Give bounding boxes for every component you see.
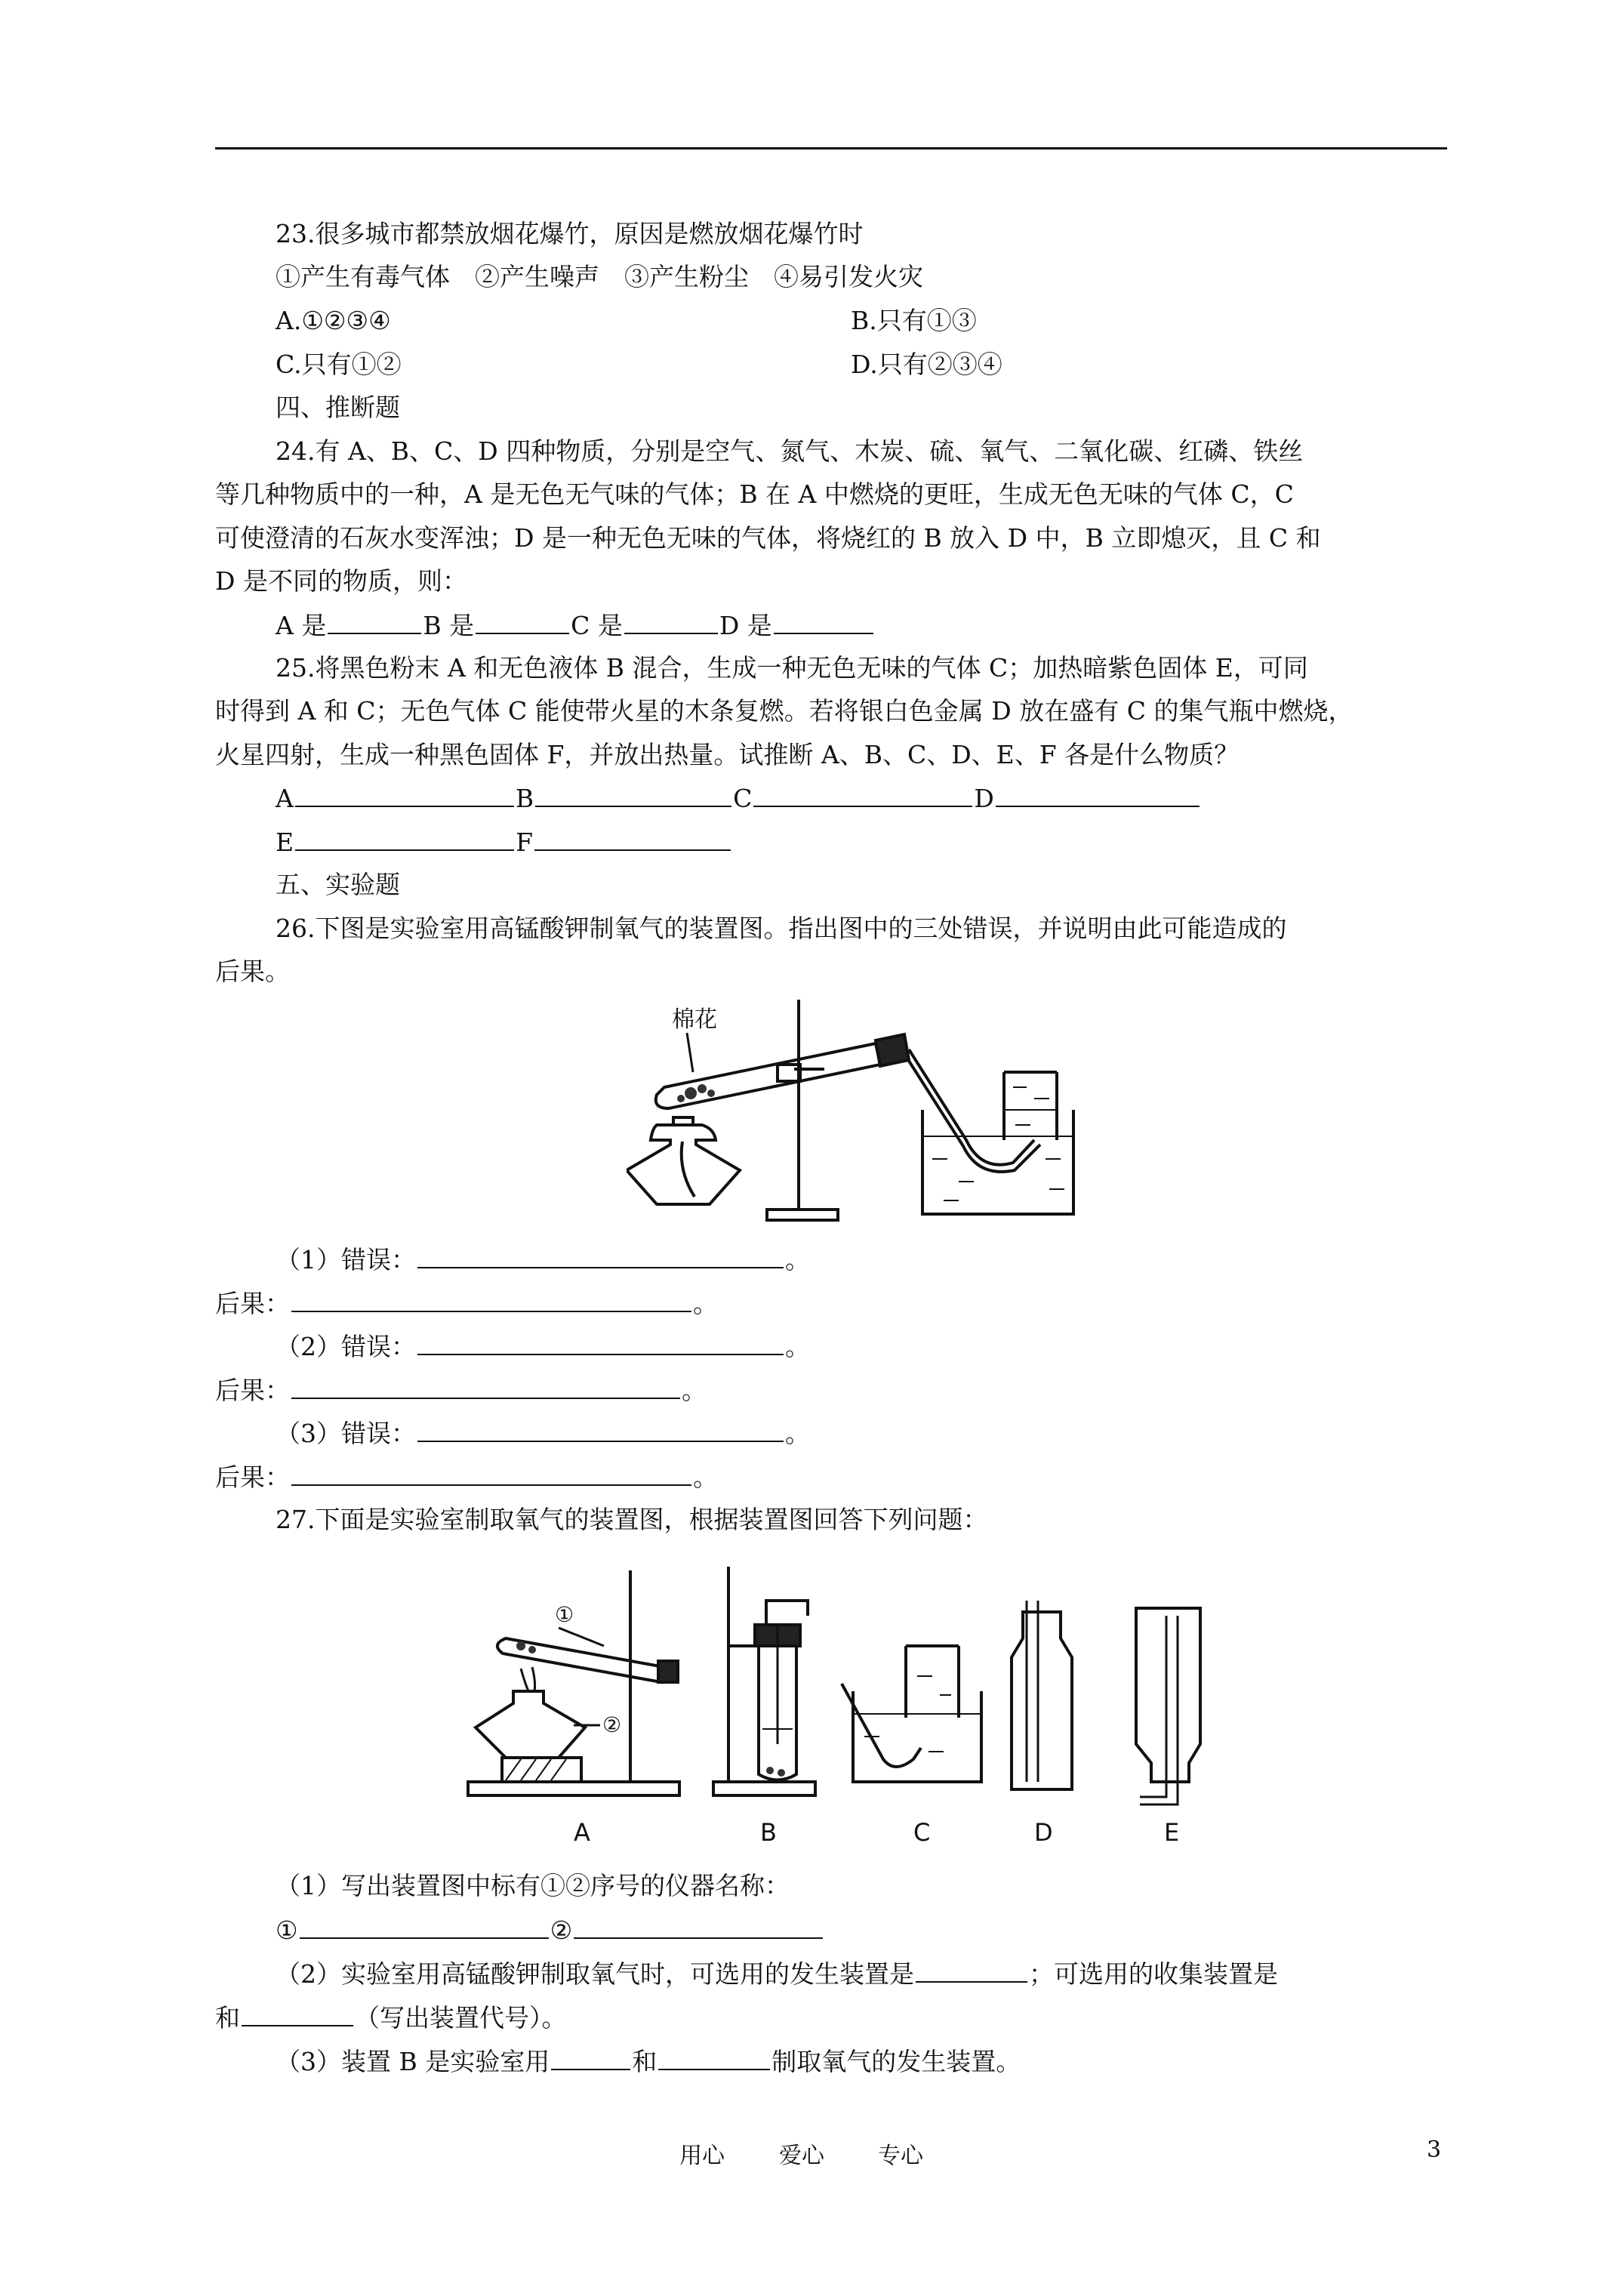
q27-sub-2-text-c: 和: [215, 2003, 240, 2032]
q24-a-label: A 是: [276, 611, 327, 640]
q27-answer-2-label: ②: [550, 1915, 573, 1945]
q25-a-blank[interactable]: [295, 783, 514, 807]
q27-sub-3: [276, 2046, 1021, 2077]
q27-sub-2-text-a: （2）实验室用高锰酸钾制取氧气时，可选用的发生装置是: [276, 1959, 914, 1989]
q27-stem: 27.下面是实验室制取氧气的装置图，根据装置图回答下列问题：: [276, 1505, 988, 1534]
q26-error-1-label: （1）错误：: [276, 1245, 416, 1274]
q25-c-blank[interactable]: [753, 783, 972, 807]
apparatus-label-b: B: [760, 1818, 777, 1847]
q25-c-label: C: [733, 784, 753, 813]
q27-answer-1-label: ①: [276, 1915, 298, 1945]
q27-sub-3-text-b: 和: [632, 2047, 658, 2076]
q26-line-2: 后果。: [215, 957, 290, 986]
q26-line-1: 26.下图是实验室用高锰酸钾制氧气的装置图。指出图中的三处错误，并说明由此可能造成的: [276, 914, 1287, 943]
header-rule: [215, 147, 1447, 149]
label-circled-2: ②: [602, 1712, 622, 1737]
q25-answers-row-2: [276, 827, 732, 858]
q25-d-label: D: [974, 784, 994, 813]
q26-result-3-end: 。: [693, 1462, 718, 1492]
label-circled-1: ①: [555, 1602, 574, 1627]
q27-apparatus-figure: [460, 1555, 1253, 1850]
section-heading-5: 五、实验题: [276, 870, 400, 899]
q26-error-3-label: （3）错误：: [276, 1419, 416, 1448]
q26-error-1: [276, 1244, 810, 1275]
footer-motto-3: 专心: [878, 2143, 923, 2169]
apparatus-label-e: E: [1164, 1818, 1180, 1847]
q26-result-1-end: 。: [693, 1289, 718, 1318]
q23-option-d: D.只有②③④: [851, 350, 1002, 379]
q26-error-3: [276, 1418, 810, 1449]
cotton-label: 棉花: [672, 1006, 717, 1033]
q26-error-1-end: 。: [785, 1245, 810, 1274]
q26-result-3: [215, 1462, 718, 1493]
q27-answer-2-blank[interactable]: [574, 1915, 823, 1939]
q26-result-1-label: 后果：: [215, 1289, 290, 1318]
q24-line-4: D 是不同的物质，则：: [215, 566, 467, 596]
q24-d-label: D 是: [719, 611, 772, 640]
q23-option-b: B.只有①③: [851, 306, 977, 335]
q24-a-blank[interactable]: [328, 610, 421, 634]
q25-b-label: B: [515, 784, 534, 813]
q26-error-3-end: 。: [785, 1419, 810, 1448]
q25-answers-row-1: [276, 783, 1201, 814]
q26-result-2: [215, 1375, 707, 1406]
q26-result-3-label: 后果：: [215, 1462, 290, 1492]
q27-sub-2-line-1: [276, 1959, 1278, 1989]
q24-line-1: 24.有 A、B、C、D 四种物质，分别是空气、氮气、木炭、硫、氧气、二氧化碳、红磷、铁丝: [276, 436, 1304, 466]
q27-sub-2-text-d: （写出装置代号）。: [355, 2003, 567, 2032]
q24-line-3: 可使澄清的石灰水变浑浊；D 是一种无色无味的气体，将烧红的 B 放入 D 中，B 立即熄灭，且 C 和: [215, 523, 1321, 553]
q26-error-2: [276, 1331, 810, 1362]
q24-c-blank[interactable]: [624, 610, 718, 634]
q27-reagent-2-blank[interactable]: [658, 2046, 770, 2070]
q27-answer-1-blank[interactable]: [300, 1915, 549, 1939]
q26-apparatus-figure: [627, 997, 1102, 1223]
q25-line-3: 火星四射，生成一种黑色固体 F，并放出热量。试推断 A、B、C、D、E、F 各是什么物质？: [215, 740, 1240, 769]
q24-b-blank[interactable]: [476, 610, 569, 634]
q25-e-label: E: [276, 827, 294, 857]
q24-b-label: B 是: [423, 611, 475, 640]
q27-generator-blank[interactable]: [916, 1959, 1027, 1983]
q26-error-2-label: （2）错误：: [276, 1332, 416, 1361]
q27-sub-2-text-b: ；可选用的收集装置是: [1029, 1959, 1278, 1989]
q24-d-blank[interactable]: [774, 610, 873, 634]
q26-result-1: [215, 1288, 718, 1319]
apparatus-label-d: D: [1034, 1818, 1053, 1847]
q23-stem: 23.很多城市都禁放烟花爆竹，原因是燃放烟花爆竹时: [276, 219, 864, 248]
q27-sub-1-answers: [276, 1915, 824, 1946]
q25-line-2: 时得到 A 和 C；无色气体 C 能使带火星的木条复燃。若将银白色金属 D 放在盛有 C 的集气瓶中燃烧，: [215, 696, 1354, 726]
q27-sub-3-text-a: （3）装置 B 是实验室用: [276, 2047, 550, 2076]
q25-e-blank[interactable]: [295, 827, 514, 851]
q23-option-a: A.①②③④: [276, 306, 391, 335]
q26-result-2-label: 后果：: [215, 1376, 290, 1405]
q27-collector-blank[interactable]: [242, 2002, 353, 2026]
q23-items: ①产生有毒气体 ②产生噪声 ③产生粉尘 ④易引发火灾: [276, 262, 923, 291]
q27-sub-3-text-c: 制取氧气的发生装置。: [771, 2047, 1021, 2076]
q26-result-3-blank[interactable]: [291, 1462, 691, 1486]
q27-sub-1: （1）写出装置图中标有①②序号的仪器名称：: [276, 1871, 790, 1900]
q26-result-1-blank[interactable]: [291, 1288, 691, 1312]
q27-sub-2-line-2: [215, 2002, 567, 2033]
q24-line-2: 等几种物质中的一种，A 是无色无气味的气体；B 在 A 中燃烧的更旺，生成无色无味的气体 C，C: [215, 479, 1294, 509]
q25-b-blank[interactable]: [535, 783, 731, 807]
q23-option-c: C.只有①②: [276, 350, 402, 379]
q26-result-2-blank[interactable]: [291, 1375, 680, 1399]
q26-error-2-blank[interactable]: [417, 1331, 784, 1355]
q24-c-label: C 是: [571, 611, 623, 640]
q26-error-2-end: 。: [785, 1332, 810, 1361]
footer-motto-2: 爱心: [779, 2143, 824, 2169]
apparatus-label-c: C: [913, 1818, 931, 1847]
section-heading-4: 四、推断题: [276, 393, 400, 422]
q26-result-2-end: 。: [682, 1376, 707, 1405]
page-number: 3: [1427, 2137, 1442, 2163]
apparatus-label-a: A: [574, 1818, 590, 1847]
q25-f-blank[interactable]: [534, 827, 731, 851]
footer-motto-1: 用心: [679, 2143, 725, 2169]
q27-reagent-1-blank[interactable]: [551, 2046, 630, 2070]
q25-line-1: 25.将黑色粉末 A 和无色液体 B 混合，生成一种无色无味的气体 C；加热暗紫色固体 E，可同: [276, 653, 1308, 683]
q25-f-label: F: [516, 827, 533, 857]
q26-error-1-blank[interactable]: [417, 1244, 784, 1268]
q24-answers: [276, 610, 875, 641]
q26-error-3-blank[interactable]: [417, 1418, 784, 1442]
q25-a-label: A: [276, 784, 294, 813]
q25-d-blank[interactable]: [996, 783, 1200, 807]
